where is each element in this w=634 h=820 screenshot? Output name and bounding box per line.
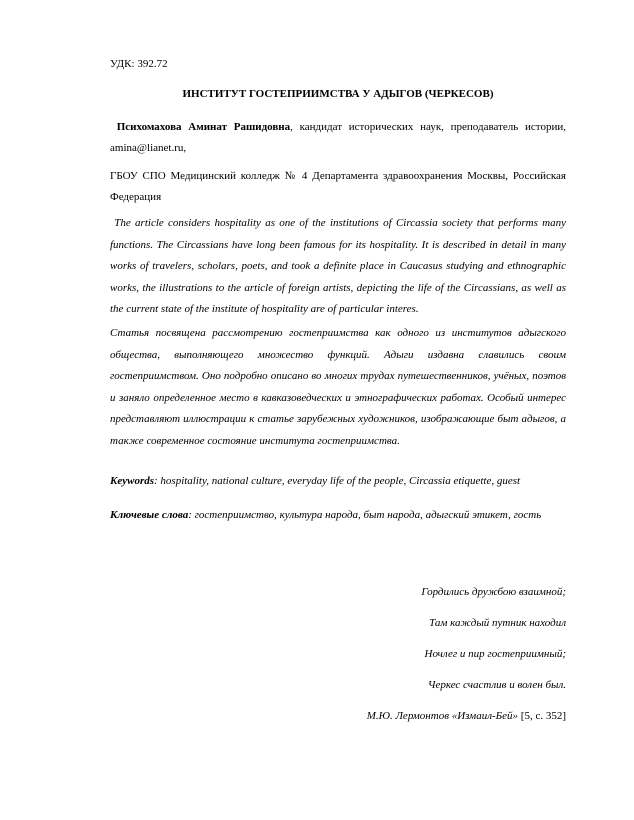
organization: ГБОУ СПО Медицинский колледж № 4 Департамента здравоохранения Москвы, Российская Федерация — [110, 170, 566, 203]
author-name: Психомахова Аминат Рашидовна — [116, 121, 291, 133]
keywords-english-text: : hospitality, national culture, everyday life of the people, Circassia etiquette, guest — [154, 475, 521, 487]
author-info — [110, 117, 566, 159]
epigraph-line: Там каждый путник находил — [429, 617, 566, 629]
article-title: ИНСТИТУТ ГОСТЕПРИИМСТВА У АДЫГОВ (ЧЕРКЕСОВ) — [182, 88, 494, 100]
keywords-russian — [110, 505, 566, 526]
abstract-russian: Статья посвящена рассмотрению гостеприимства как одного из институтов адыгского общества, выполняющего множество функций. Адыги издавна славились своим гостеприимством. Оно подробно описано во многих трудах путешественников, учёных, поэтов и заняло определенное место в кавказоведческих и этнографических работах. Особый интерес представляют иллюстрации к статье зарубежных художников, изображающие быт адыгов, а также современное состояние института гостеприимства. — [110, 327, 566, 447]
abstract-english — [110, 213, 566, 321]
keywords-russian-text: : гостеприимство, культура народа, быт народа, адыгский этикет, гость — [188, 509, 542, 521]
epigraph-citation: [5, с. 352] — [518, 710, 566, 722]
keywords-english — [110, 474, 566, 488]
epigraph-line: Черкес счастлив и волен был. — [427, 679, 566, 691]
epigraph-attribution: М.Ю. Лермонтов «Измаил-Бей» — [366, 710, 519, 722]
epigraph-line: Ночлег и пир гостеприимный; — [424, 648, 566, 660]
abstract-english-text: The article considers hospitality as one of the institutions of Circassia society that performs many functions. The Circassians have long been famous for its hospitality. It is described in detail in many works of travelers, scholars, poets, and took a definite place in Caucasus studying and ethnographic works, the illustrations to the article of foreign artists, depicting the life of the Circassians, as well as the current state of the institute of hospitality are of particular interes. — [110, 217, 567, 315]
epigraph-attribution-line — [300, 709, 566, 740]
author-details: , кандидат исторических наук, преподаватель истории, amina@lianet.ru, — [110, 121, 566, 154]
keywords-russian-label: Ключевые слова — [110, 509, 189, 521]
epigraph-line: Гордились дружбою взаимной; — [421, 586, 566, 598]
epigraph — [300, 585, 566, 740]
keywords-english-label: Keywords — [110, 475, 154, 487]
udc-code: УДК: 392.72 — [110, 58, 168, 70]
